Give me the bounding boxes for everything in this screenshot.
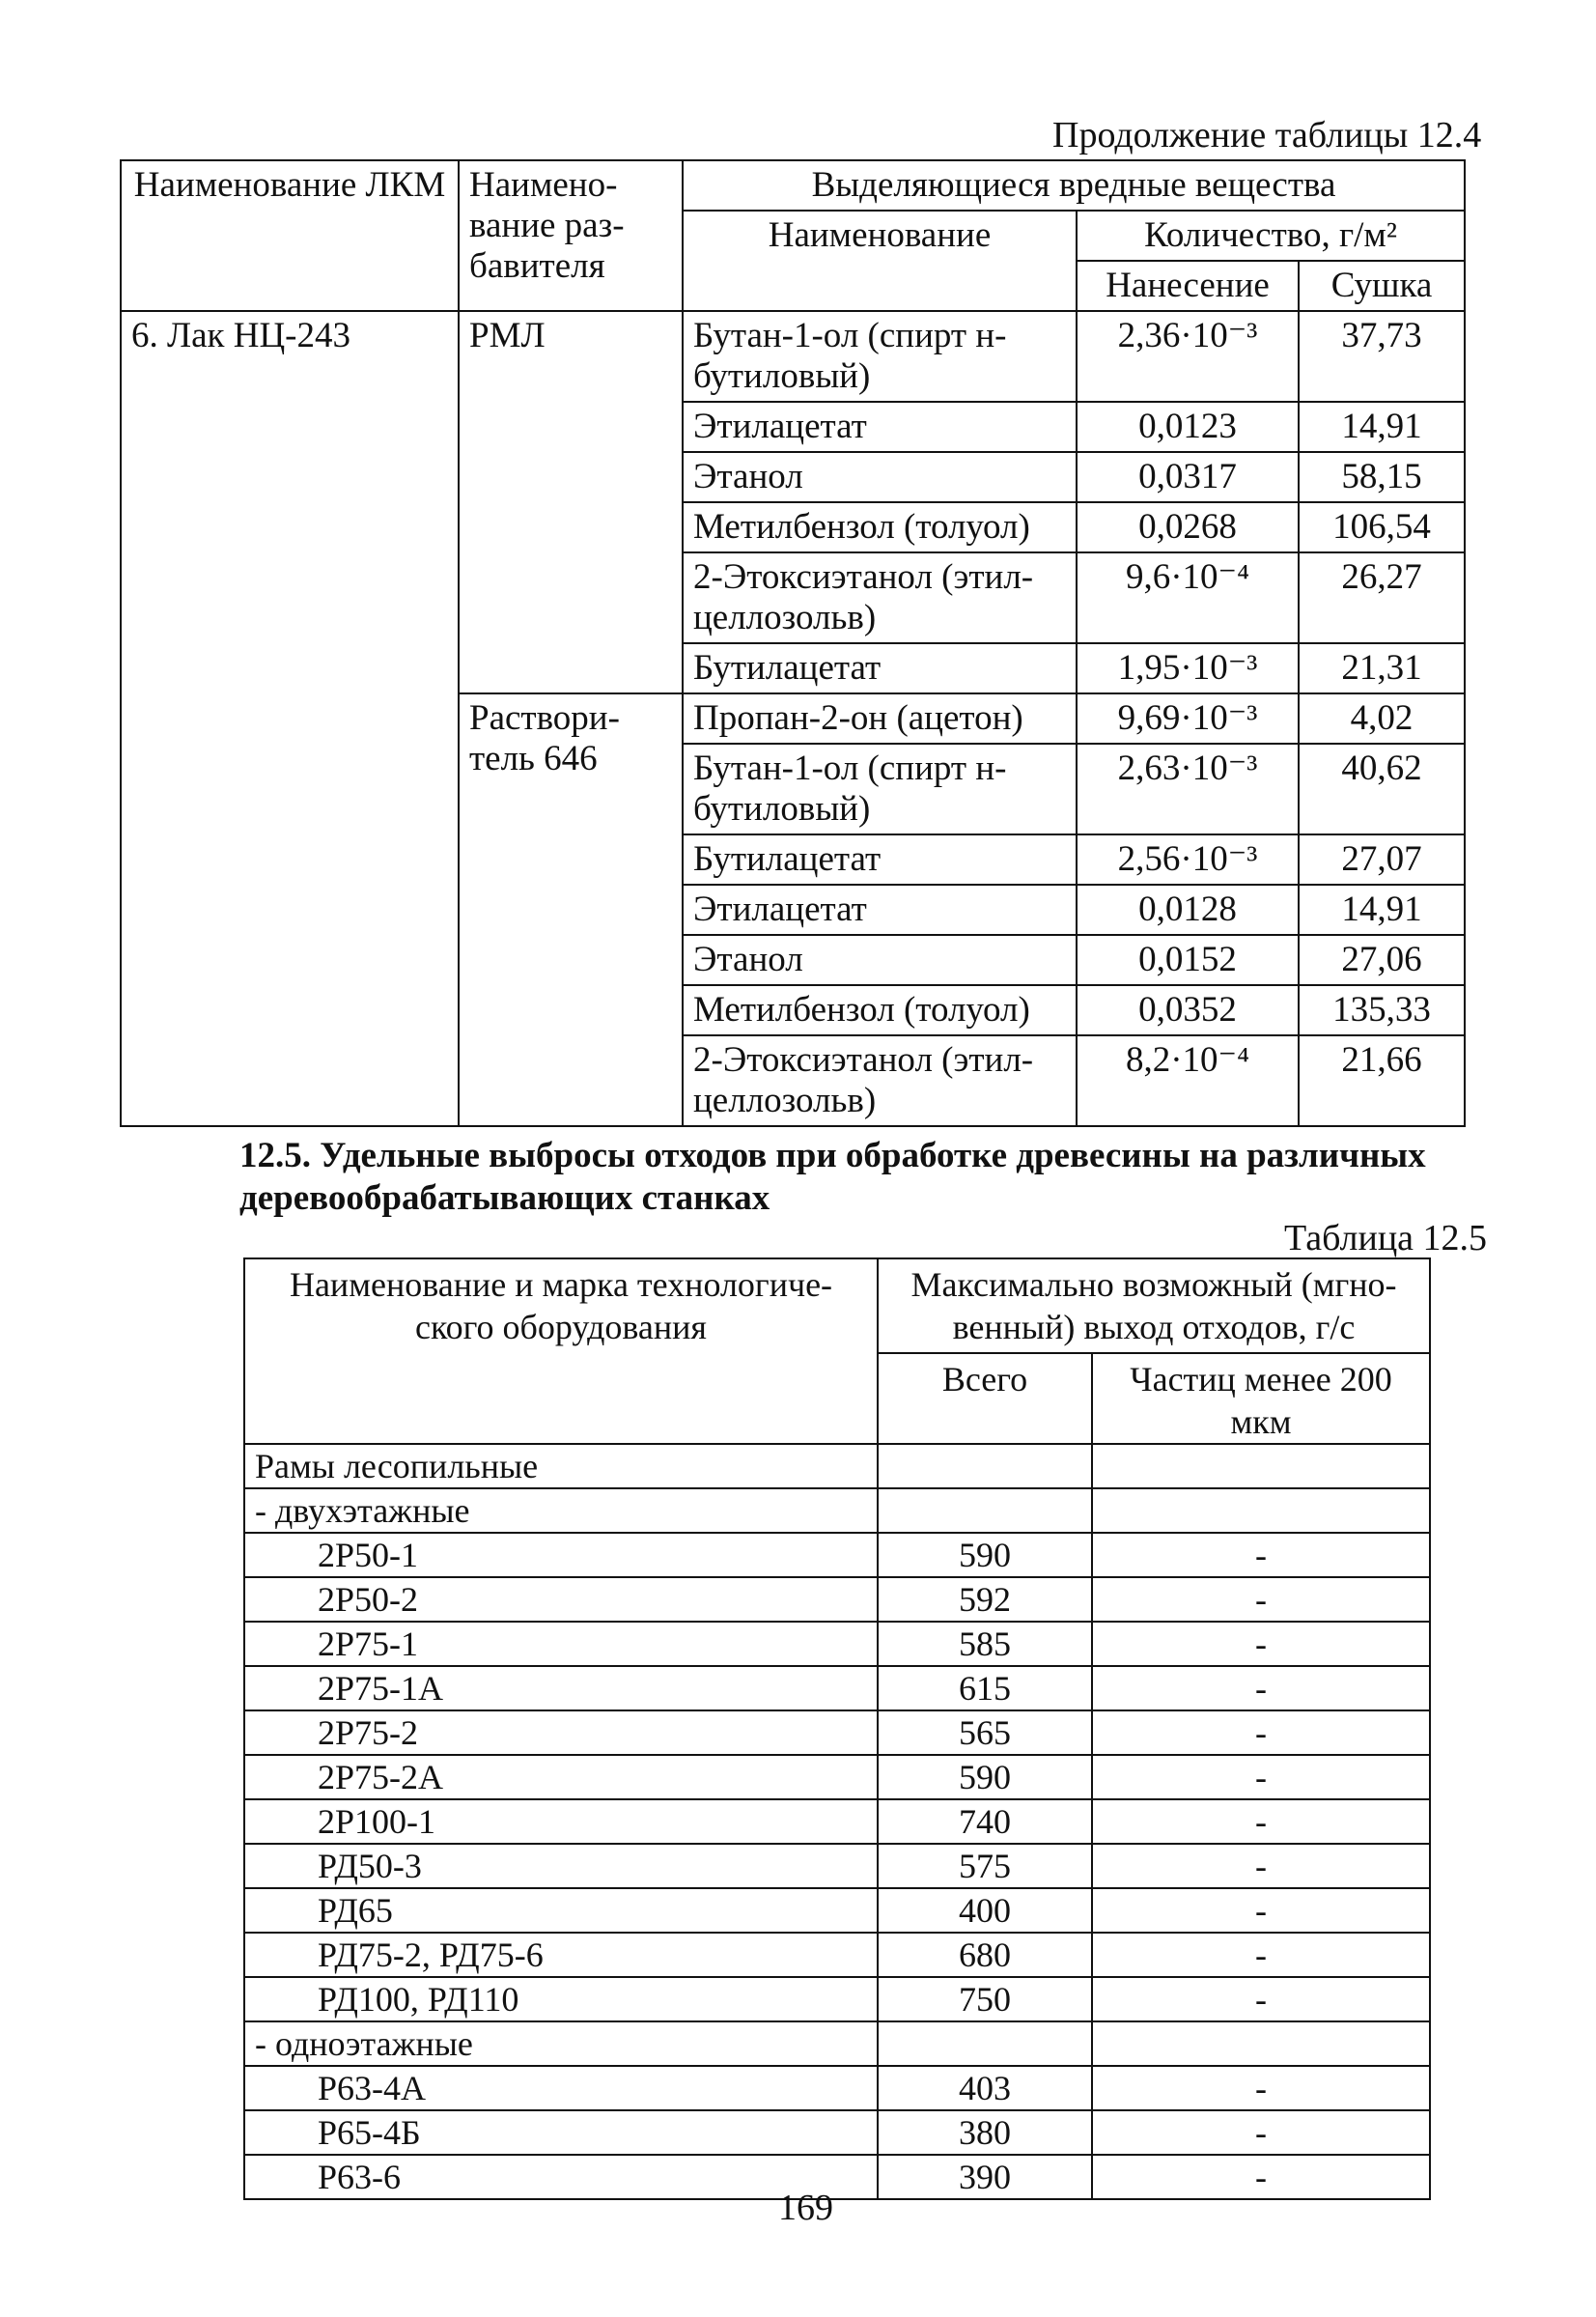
application-cell: 0,0128 <box>1077 885 1299 935</box>
particles-cell: - <box>1092 1933 1430 1977</box>
drying-cell: 27,06 <box>1299 935 1465 985</box>
table-row <box>244 1710 1430 1755</box>
table-row <box>244 1977 1430 2021</box>
total-cell: 400 <box>878 1888 1092 1933</box>
table-caption: Таблица 12.5 <box>1284 1218 1488 1258</box>
sawmill-waste-table <box>243 1257 1431 2200</box>
substance-cell: Бутан-1-ол (спирт н-бутиловый) <box>683 744 1077 834</box>
substance-cell: Метилбензол (толуол) <box>683 985 1077 1035</box>
particles-cell <box>1092 1488 1430 1533</box>
particles-cell: - <box>1092 1710 1430 1755</box>
substance-cell: Этанол <box>683 935 1077 985</box>
table-row <box>244 1799 1430 1844</box>
total-cell: 380 <box>878 2110 1092 2155</box>
header-max-output: Максимально возможный (мгно-венный) выход отходов, г/с <box>878 1258 1430 1353</box>
total-cell: 403 <box>878 2066 1092 2110</box>
particles-cell: - <box>1092 1977 1430 2021</box>
application-cell: 8,2·10⁻⁴ <box>1077 1035 1299 1126</box>
header-particles: Частиц менее 200 мкм <box>1092 1353 1430 1444</box>
substance-cell: Бутилацетат <box>683 834 1077 885</box>
total-cell <box>878 1488 1092 1533</box>
equipment-name-cell: РД65 <box>244 1888 878 1933</box>
total-cell: 615 <box>878 1666 1092 1710</box>
table-row <box>244 1444 1430 1488</box>
drying-cell: 14,91 <box>1299 885 1465 935</box>
substance-cell: Этилацетат <box>683 402 1077 452</box>
particles-cell: - <box>1092 1844 1430 1888</box>
total-cell: 390 <box>878 2155 1092 2199</box>
application-cell: 9,69·10⁻³ <box>1077 693 1299 744</box>
equipment-name-cell: РД50-3 <box>244 1844 878 1888</box>
particles-cell: - <box>1092 2155 1430 2199</box>
equipment-name-cell: - двухэтажные <box>244 1488 878 1533</box>
table-row <box>244 1755 1430 1799</box>
header-lkm: Наименование ЛКМ <box>121 160 459 311</box>
drying-cell: 37,73 <box>1299 311 1465 402</box>
substance-cell: Пропан-2-он (ацетон) <box>683 693 1077 744</box>
table-row <box>244 2110 1430 2155</box>
equipment-name-cell: 2Р75-2 <box>244 1710 878 1755</box>
equipment-name-cell: Р65-4Б <box>244 2110 878 2155</box>
particles-cell: - <box>1092 2066 1430 2110</box>
total-cell: 590 <box>878 1755 1092 1799</box>
application-cell: 2,36·10⁻³ <box>1077 311 1299 402</box>
particles-cell: - <box>1092 2110 1430 2155</box>
equipment-name-cell: Р63-6 <box>244 2155 878 2199</box>
total-cell: 680 <box>878 1933 1092 1977</box>
table-row <box>244 1844 1430 1888</box>
application-cell: 0,0152 <box>1077 935 1299 985</box>
drying-cell: 26,27 <box>1299 552 1465 643</box>
total-cell: 590 <box>878 1533 1092 1577</box>
drying-cell: 27,07 <box>1299 834 1465 885</box>
application-cell: 2,56·10⁻³ <box>1077 834 1299 885</box>
particles-cell: - <box>1092 1799 1430 1844</box>
equipment-name-cell: 2Р100-1 <box>244 1799 878 1844</box>
substance-cell: Этилацетат <box>683 885 1077 935</box>
equipment-name-cell: 2Р50-2 <box>244 1577 878 1622</box>
drying-cell: 21,31 <box>1299 643 1465 693</box>
total-cell: 740 <box>878 1799 1092 1844</box>
header-substances-group: Выделяющиеся вредные вещества <box>683 160 1465 211</box>
solvent-name-cell: Раствори-тель 646 <box>459 693 683 1126</box>
total-cell: 575 <box>878 1844 1092 1888</box>
drying-cell: 21,66 <box>1299 1035 1465 1126</box>
application-cell: 0,0123 <box>1077 402 1299 452</box>
drying-cell: 14,91 <box>1299 402 1465 452</box>
section-heading <box>239 1135 1495 1220</box>
section-title: Удельные выбросы отходов при обработке древесины на различных деревообрабатывающих станках <box>239 1136 1426 1218</box>
table-row <box>244 1622 1430 1666</box>
equipment-name-cell: 2Р75-1А <box>244 1666 878 1710</box>
total-cell <box>878 1444 1092 1488</box>
table-row <box>244 1933 1430 1977</box>
header-drying: Сушка <box>1299 261 1465 311</box>
substance-cell: Бутилацетат <box>683 643 1077 693</box>
drying-cell: 40,62 <box>1299 744 1465 834</box>
substance-cell: Метилбензол (толуол) <box>683 502 1077 552</box>
total-cell: 750 <box>878 1977 1092 2021</box>
equipment-name-cell: РД75-2, РД75-6 <box>244 1933 878 1977</box>
table-row <box>244 1577 1430 1622</box>
total-cell <box>878 2021 1092 2066</box>
substance-cell: 2-Этоксиэтанол (этил-целлозольв) <box>683 552 1077 643</box>
header-substance-name: Наименование <box>683 211 1077 311</box>
page-number: 169 <box>778 2188 833 2228</box>
table-row <box>244 1488 1430 1533</box>
application-cell: 0,0317 <box>1077 452 1299 502</box>
particles-cell <box>1092 2021 1430 2066</box>
particles-cell: - <box>1092 1888 1430 1933</box>
equipment-name-cell: 2Р75-1 <box>244 1622 878 1666</box>
particles-cell <box>1092 1444 1430 1488</box>
substance-cell: Этанол <box>683 452 1077 502</box>
application-cell: 1,95·10⁻³ <box>1077 643 1299 693</box>
particles-cell: - <box>1092 1533 1430 1577</box>
table-row <box>244 1888 1430 1933</box>
header-application: Нанесение <box>1077 261 1299 311</box>
particles-cell: - <box>1092 1755 1430 1799</box>
solvent-name-cell: РМЛ <box>459 311 683 693</box>
equipment-name-cell: 2Р75-2А <box>244 1755 878 1799</box>
drying-cell: 4,02 <box>1299 693 1465 744</box>
emissions-table <box>120 159 1466 1127</box>
drying-cell: 135,33 <box>1299 985 1465 1035</box>
lkm-name-cell: 6. Лак НЦ-243 <box>121 311 459 1126</box>
equipment-name-cell: - одноэтажные <box>244 2021 878 2066</box>
header-quantity: Количество, г/м² <box>1077 211 1465 261</box>
drying-cell: 106,54 <box>1299 502 1465 552</box>
particles-cell: - <box>1092 1577 1430 1622</box>
table-row <box>244 2155 1430 2199</box>
table-row <box>244 2021 1430 2066</box>
equipment-name-cell: 2Р50-1 <box>244 1533 878 1577</box>
header-equipment: Наименование и марка технологиче-ского оборудования <box>244 1258 878 1444</box>
table-row <box>244 1533 1430 1577</box>
application-cell: 0,0268 <box>1077 502 1299 552</box>
equipment-name-cell: Рамы лесопильные <box>244 1444 878 1488</box>
drying-cell: 58,15 <box>1299 452 1465 502</box>
header-solvent: Наимено-вание раз-бавителя <box>459 160 683 311</box>
total-cell: 592 <box>878 1577 1092 1622</box>
substance-cell: Бутан-1-ол (спирт н-бутиловый) <box>683 311 1077 402</box>
equipment-name-cell: РД100, РД110 <box>244 1977 878 2021</box>
total-cell: 585 <box>878 1622 1092 1666</box>
particles-cell: - <box>1092 1666 1430 1710</box>
table-row <box>121 311 1465 402</box>
table-continuation-caption: Продолжение таблицы 12.4 <box>1052 115 1482 155</box>
substance-cell: 2-Этоксиэтанол (этил-целлозольв) <box>683 1035 1077 1126</box>
table-row <box>244 1666 1430 1710</box>
section-number: 12.5. <box>239 1136 311 1175</box>
application-cell: 9,6·10⁻⁴ <box>1077 552 1299 643</box>
header-total: Всего <box>878 1353 1092 1444</box>
table-row <box>244 2066 1430 2110</box>
equipment-name-cell: Р63-4А <box>244 2066 878 2110</box>
particles-cell: - <box>1092 1622 1430 1666</box>
total-cell: 565 <box>878 1710 1092 1755</box>
application-cell: 2,63·10⁻³ <box>1077 744 1299 834</box>
application-cell: 0,0352 <box>1077 985 1299 1035</box>
